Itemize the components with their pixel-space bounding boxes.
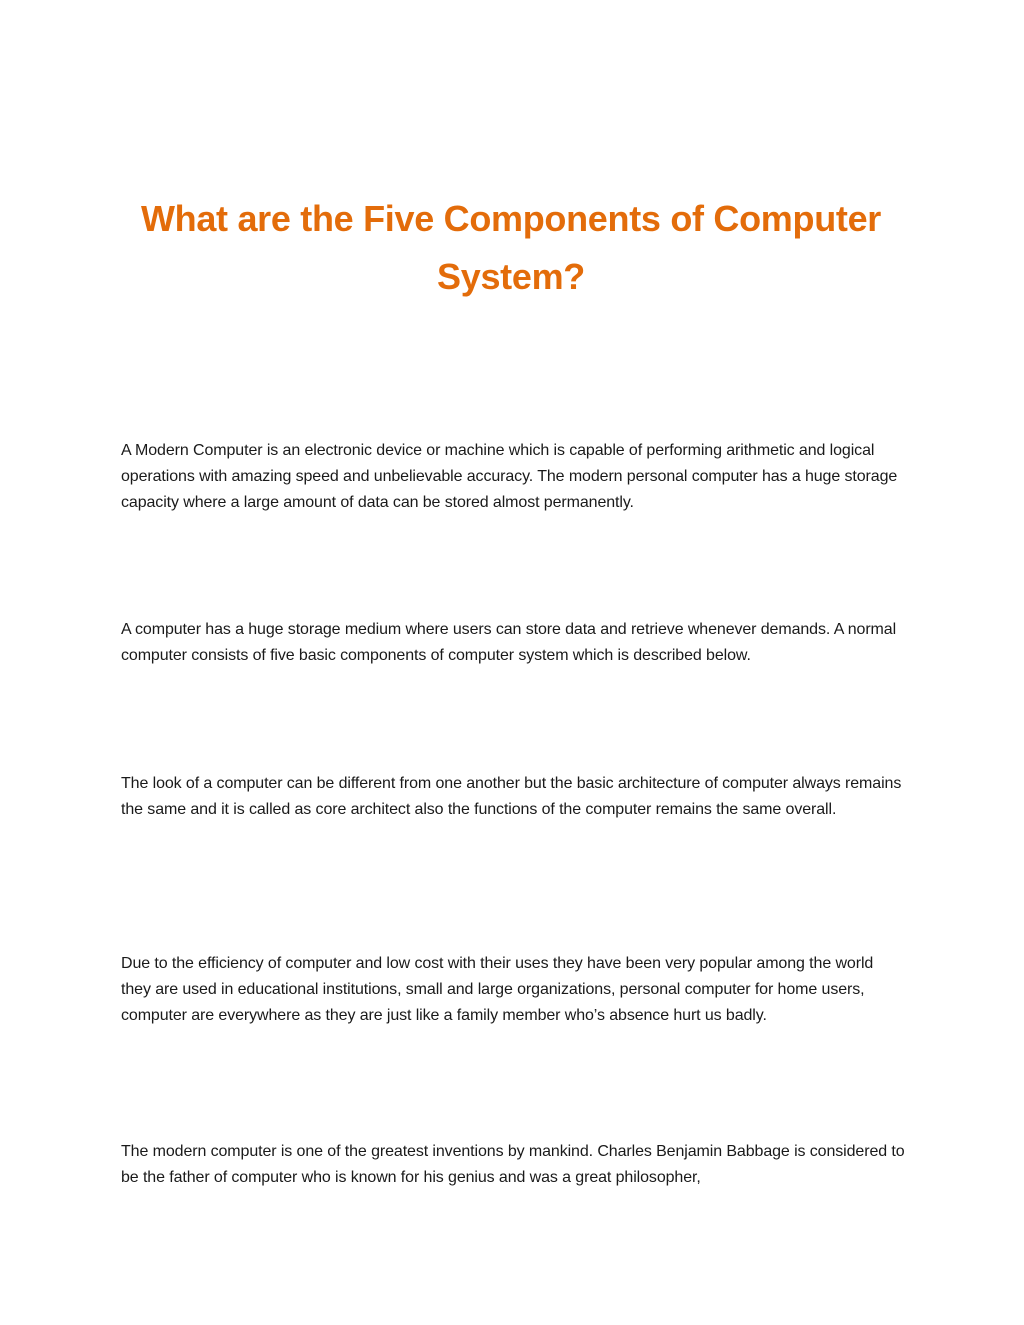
paragraph-storage-medium: A computer has a huge storage medium where users can store data and retrieve whenever demands. A normal computer consists of five basic components of computer system which is described below. xyxy=(121,621,897,664)
page-title: What are the Five Components of Computer System? xyxy=(140,198,882,297)
paragraph-modern-computer: A Modern Computer is an electronic device or machine which is capable of performing arithmetic and logical operations with amazing speed and unbelievable accuracy. The modern personal computer has a huge storage capacity where a large amount of data can be stored almost permanently. xyxy=(121,442,898,511)
paragraph-babbage: The modern computer is one of the greatest inventions by mankind. Charles Benjamin Babbage is considered to be the father of computer who is known for his genius and was a great philosopher, xyxy=(121,1143,905,1186)
paragraph-core-architecture: The look of a computer can be different from one another but the basic architecture of computer always remains the same and it is called as core architect also the functions of the computer remains the same overall. xyxy=(121,775,902,818)
paragraph-efficiency-popularity: Due to the efficiency of computer and low cost with their uses they have been very popular among the world they are used in educational institutions, small and large organizations, personal computer for home users, computer are everywhere as they are just like a family member who’s absence hurt us badly. xyxy=(121,955,874,1024)
